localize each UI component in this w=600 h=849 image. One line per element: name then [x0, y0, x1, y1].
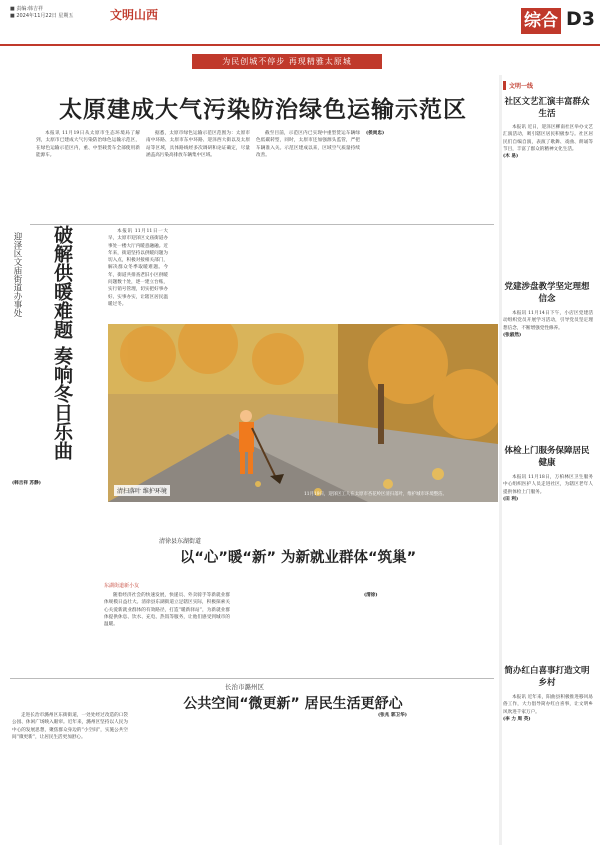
feature1-col0: [78, 230, 108, 316]
divider: [10, 678, 494, 679]
article2-col1: [104, 592, 230, 676]
masthead-date: ■ 2024年11月22日 星期五: [10, 13, 74, 19]
article1-col3: [256, 130, 360, 220]
headline-1: 太原建成大气污染防治绿色运输示范区: [59, 97, 467, 123]
right-body-1: [503, 124, 593, 274]
article3-col1: [12, 712, 128, 844]
feature1-vertical-subtitle: 迎泽区文庙街道办事处: [12, 232, 22, 317]
article1-col2: [146, 130, 250, 220]
feature1-vertical-title: 破解供暖难题 奏响冬日乐曲: [51, 225, 73, 460]
article2-body: 随着经济社会的快速发展，快递员、外卖骑手等新就业群体规模日益壮大。清徐县东湖街道立足辖区实际，积极探索关心关爱新就业群体的有效路径，打造“暖新驿站”，为新就业群体提供休息、饮水、充电、热饭等服务，让他们感受到城市的温暖。: [104, 593, 230, 628]
right-author-3: (田 利): [503, 496, 519, 502]
right-author-2: (张淑然): [503, 332, 522, 338]
feature1-body: 本报讯 11月11日一大早，太原市迎泽区文庙街道办事处一楼大厅内暖意融融。近年来，街道坚持以供暖问题为切入点，积极对接相关部门，解决群众冬季取暖难题。今年，街道共排查老旧小区供暖问题数十处，逐一建立台账，实行销号管理，切实把好事办好、实事办实，让辖区居民温暖过冬。: [108, 229, 168, 307]
right-section-head: 文明一线: [503, 81, 591, 90]
article2-col2: [234, 592, 360, 676]
article1-col4: [366, 130, 492, 220]
autumn-street-scene: [108, 324, 498, 502]
right-body-1-text: 本报讯 近日，迎泽区柳南社区举办文艺汇演活动，吸引辖区居民积极参与。社区居民们自编自演，表演了歌舞、戏曲、朗诵等节目，丰富了群众的精神文化生活。: [503, 125, 593, 152]
article3-body: 走进长治市潞州区东街街道，一处处经过改造的口袋公园、休闲广场映入眼帘。近年来，潞州区坚持以人民为中心的发展思想，聚焦群众身边的“小空间”，实施公共空间“微更新”，让居民生活更加舒心。: [12, 713, 128, 740]
article1-col1: [36, 130, 140, 220]
article1-p1: 本报讯 11月19日从太原市生态环境局了解到，太原市已建成大气污染防治绿色运输示范区，在绿色运输示范区内，重、中型载货车全部使用新能源车。: [36, 131, 140, 158]
article3-author: (张兆 郭卫华): [378, 713, 407, 718]
street-sweeping-photo: [108, 324, 498, 502]
headline-3: 公共空间“微更新” 居民生活更舒心: [183, 696, 403, 712]
article1-author: (侯尚忠): [366, 131, 385, 136]
divider: [30, 224, 494, 225]
section-label: 综合: [521, 8, 561, 34]
page-number: D3: [566, 8, 595, 30]
article3-kicker: 长治市潞州区: [225, 683, 264, 691]
article2-col3: [364, 592, 492, 676]
right-body-4-text: 本报讯 近年来，阳曲县积极推进移风易俗工作，大力倡导简办红白喜事，让文明乡风吹进千家万户。: [503, 695, 593, 715]
right-title-4: 简办红白喜事打造文明乡村: [504, 666, 590, 688]
right-author-1: (木 易): [503, 154, 519, 160]
article1-p3: 截至目前，示范区内已实现中重型货运车辆绿色低碳转型，同时，太原市还加强源头监管，严把车辆准入关。示范区建成以来，区域空气质量持续改善。: [256, 131, 360, 158]
right-title-3: 体检上门服务保障居民健康: [504, 446, 590, 468]
feature1-col1: [108, 228, 168, 320]
article3-col2: [134, 712, 250, 844]
right-body-2: [503, 310, 593, 440]
article3-col3: [256, 712, 372, 844]
photo-caption: 清扫落叶 维护环境: [114, 485, 170, 496]
masthead-meta: [10, 6, 73, 20]
masthead-editor: ■ 责编:韩吉祥: [10, 6, 43, 12]
article1-p2: 据悉，太原市绿色运输示范区范围为：太原市南中环路、太原市东中环路、迎泽西大街以及太原站等区域，具体路线经多次调研和论证确定，尽量涵盖高污染高排放车辆集中区域。: [146, 131, 250, 158]
article3-col4: [378, 712, 494, 844]
right-body-3-text: 本报讯 11月18日，万柏林区卫生服务中心组织医护人员走进社区，为辖区老年人提供体检上门服务。: [503, 475, 593, 495]
newspaper-logo: 文明山西: [110, 8, 159, 22]
right-body-3: [503, 474, 593, 604]
feature1-author: (韩吉祥 苏静): [12, 481, 41, 486]
right-body-2-text: 本报讯 11月14日下午，小店区党建活动组织党员开展学习活动，引导党员坚定理想信念，不断增强党性修养。: [503, 311, 593, 331]
right-column-divider: [499, 75, 502, 845]
feature1-col-lower: [12, 480, 104, 550]
photo-subcaption: 11月19日，迎泽区工人在太原市杏花岭区清扫落叶，维护城市环境整洁。: [304, 492, 447, 497]
headline-2: 以“心”暖“新” 为新就业群体“筑巢”: [179, 550, 417, 566]
article2-kicker: 清徐县东湖街道: [159, 538, 202, 545]
right-body-4: [503, 694, 593, 844]
right-author-4: (李 力 周 英): [503, 716, 531, 722]
article2-author: (清徐): [364, 593, 378, 598]
right-title-1: 社区文艺汇演丰富群众生活: [504, 97, 590, 119]
campaign-banner: 为民创城不停步 再现精雅太原城: [192, 54, 382, 69]
right-title-2: 党建涉盘教学坚定理想信念: [504, 282, 590, 304]
article2-sidebox-label: 东湖街道新小友: [104, 583, 140, 589]
masthead: [0, 0, 600, 46]
